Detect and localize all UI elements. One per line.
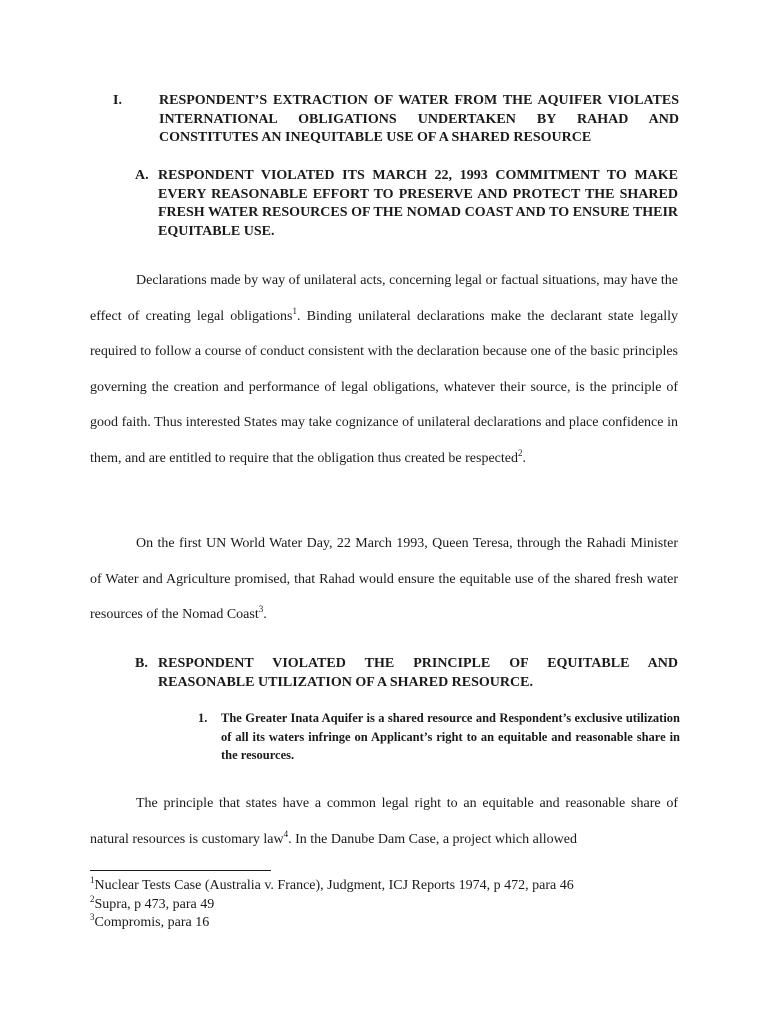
footnote-ref-4: 4 — [283, 828, 289, 839]
section-number: I. — [113, 93, 122, 108]
subsection-number: 1. — [198, 711, 208, 725]
footnote-ref-1: 1 — [292, 305, 297, 316]
footnote-ref-2: 2 — [518, 447, 523, 458]
footnote-ref-3: 3 — [258, 604, 264, 615]
section-title: RESPONDENT’S EXTRACTION OF WATER FROM THE AQUIFER VIOLATES INTERNATIONAL OBLIGATIONS UNDERTAKEN BY RAHAD AND CONSTITUTES AN INEQUITABLE USE OF A SHARED RESOURCE — [159, 93, 679, 145]
subsection-number: A. — [135, 168, 149, 183]
footnote: $^2$Supra, p 473, para 49 — [90, 893, 215, 912]
subsection-title: RESPONDENT VIOLATED THE PRINCIPLE OF EQUITABLE AND REASONABLE UTILIZATION OF A SHARED RESOURCE. — [158, 656, 678, 690]
footnote: $^3$Compromis, para 16 — [90, 912, 210, 930]
subsection-number: B. — [135, 656, 148, 671]
section-heading-i — [113, 92, 679, 148]
subsection-heading-b — [135, 655, 678, 692]
footnote-separator — [90, 870, 271, 871]
subsection-heading-b1 — [198, 709, 680, 765]
body-paragraph-1: Declarations made by way of unilateral acts, concerning legal or factual situations, may have the effect of creating legal obligations$^1$. Binding unilateral declarations make the declarant state legally required to follow a course of conduct consistent with the declaration because one of the basic principles governing the creation and performance of legal obligations, whatever their source, is the principle of good faith. Thus interested States may take cognizance of unilateral declarations and place confidence in them, and are entitled to require that the obligation thus created be respected$^2$. — [90, 273, 678, 466]
subsection-title: The Greater Inata Aquifer is a shared resource and Respondent’s exclusive utilization of all its waters infringe on Applicant’s right to an equitable and reasonable share in the resources. — [221, 711, 680, 762]
footnotes — [90, 877, 690, 933]
body-paragraph-2: On the first UN World Water Day, 22 March 1993, Queen Teresa, through the Rahadi Minister of Water and Agriculture promised, that Rahad would ensure the equitable use of the shared fresh water resources of the Nomad Coast$^3$. — [90, 536, 678, 623]
body-paragraph-3: The principle that states have a common legal right to an equitable and reasonable share of natural resources is customary law$^4$. In the Danube Dam Case, a project which allowed — [90, 796, 678, 847]
footnote: $^1$Nuclear Tests Case (Australia v. France), Judgment, ICJ Reports 1974, p 472, para 46 — [90, 875, 574, 893]
subsection-heading-a — [135, 167, 678, 241]
subsection-title: RESPONDENT VIOLATED ITS MARCH 22, 1993 COMMITMENT TO MAKE EVERY REASONABLE EFFORT TO PRESERVE AND PROTECT THE SHARED FRESH WATER RESOURCES OF THE NOMAD COAST AND TO ENSURE THEIR EQUITABLE USE. — [158, 168, 678, 239]
